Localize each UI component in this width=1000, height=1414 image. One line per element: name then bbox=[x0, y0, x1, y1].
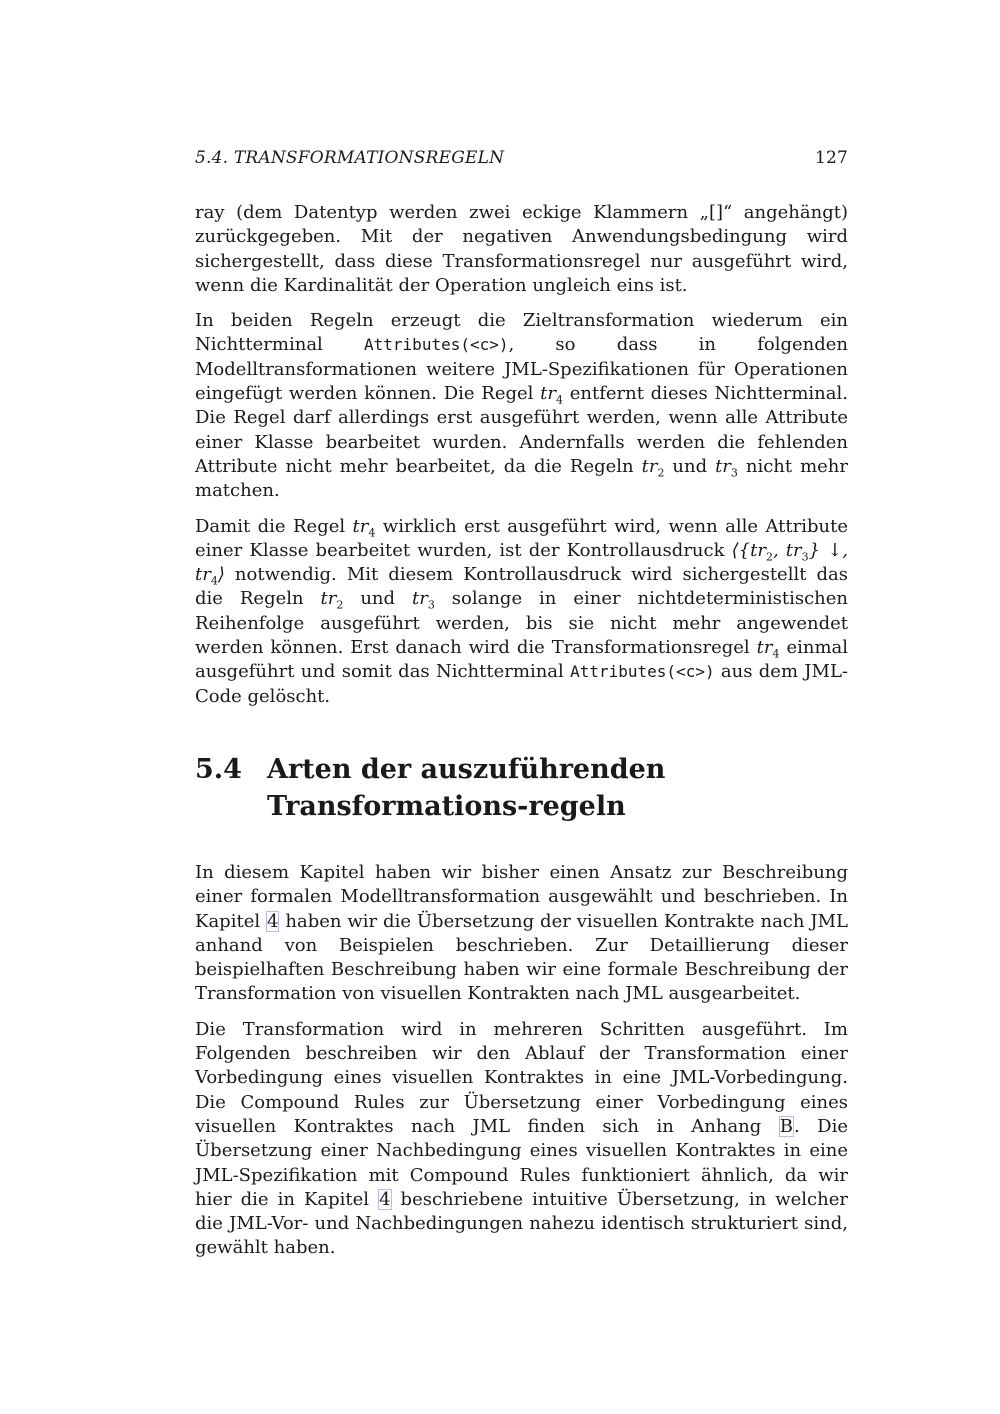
code-attributes: Attributes(<c>) bbox=[570, 662, 715, 682]
paragraph-3 bbox=[195, 515, 848, 709]
text-run: . Die Übersetzung einer Nachbedingung eines visuellen Kontraktes in eine JML-Spezifikation mit Compound Rules funktioniert ähnlich, da wir hier die in Kapitel bbox=[195, 1115, 848, 1210]
section-heading bbox=[195, 751, 848, 825]
text-run: entfernt dieses Nichtterminal. Die Regel darf allerdings erst ausgeführt werden, wenn alle Attribute einer Klasse bearbeitet wurden. Andernfalls werden die fehlenden Attribute nicht mehr bearbeitet, da die Regeln bbox=[195, 383, 848, 477]
appendix-b-link[interactable]: B bbox=[779, 1115, 793, 1137]
running-header bbox=[195, 148, 848, 172]
code-attributes: Attributes(<c>) bbox=[364, 335, 509, 355]
paragraph-4 bbox=[195, 861, 848, 1007]
math-tr3: $tr_3$ bbox=[411, 588, 435, 613]
text-run: nicht mehr matchen. bbox=[195, 455, 848, 502]
math-tr4: $tr_4$ bbox=[756, 637, 780, 661]
text-run: notwendig. Mit diesem Kontrollausdruck wird sichergestellt das die Regeln bbox=[195, 564, 848, 610]
text-run: und bbox=[343, 588, 412, 610]
text-run: beschriebene intuitive Übersetzung, in welcher die JML-Vor- und Nachbedingungen nahezu identisch strukturiert sind, gewählt haben. bbox=[195, 1188, 848, 1259]
body-text bbox=[195, 201, 848, 1272]
text-run: Die Transformation wird in mehreren Schritten ausgeführt. Im Folgenden beschreiben wir den Ablauf der Transformation einer Vorbedingung eines visuellen Kontraktes in eine JML-Vorbedingung. Die Compound Rules zur Übersetzung einer Vorbedingung eines visuellen Kontraktes nach JML finden sich in Anhang bbox=[195, 1018, 848, 1137]
section-number: 5.4 bbox=[195, 753, 242, 785]
paragraph-1-text: ray (dem Datentyp werden zwei eckige Klammern „[]“ angehängt) zurückgegeben. Mit der negativen Anwendungsbedingung wird sichergestellt, dass diese Transformationsregel nur ausgeführt wird, wenn die Kardinalität der Operation ungleich eins ist. bbox=[195, 202, 848, 296]
chapter-4-link[interactable]: 4 bbox=[379, 1188, 391, 1210]
section-title: Arten der auszuführenden Transformations-regeln bbox=[267, 753, 666, 822]
page-number: 127 bbox=[814, 148, 848, 168]
paragraph-2 bbox=[195, 309, 848, 503]
math-tr2: $tr_2$ bbox=[320, 588, 344, 613]
text-run: wirklich erst ausgeführt wird, wenn alle Attribute einer Klasse bearbeitet wurden, ist der Kontrollausdruck bbox=[195, 515, 848, 561]
text-run: , so dass in folgenden Modelltransformationen weitere JML-Spezifikationen für Operationen eingefügt werden können. Die Regel bbox=[195, 334, 848, 405]
text-run: In beiden Regeln erzeugt die Zieltransformation wiederum ein Nichtterminal bbox=[195, 310, 848, 356]
running-title: 5.4. TRANSFORMATIONSREGELN bbox=[195, 148, 505, 168]
text-run: In diesem Kapitel haben wir bisher einen Ansatz zur Beschreibung einer formalen Modelltransformation ausgewählt und beschrieben. In Kapitel bbox=[195, 861, 848, 932]
text-run: aus dem JML-Code gelöscht. bbox=[195, 661, 848, 707]
text-run: solange in einer nichtdeterministischen Reihenfolge ausgeführt werden, bis sie nicht mehr angewendet werden können. Erst danach wird die Transformationsregel bbox=[195, 588, 849, 659]
text-run: und bbox=[664, 455, 716, 477]
text-run: einmal ausgeführt und somit das Nichtterminal bbox=[195, 637, 848, 683]
control-expression: $⟨\{tr_2$, $tr_3$} ↓, $tr_4⟩$ bbox=[195, 539, 848, 588]
text-run: haben wir die Übersetzung der visuellen Kontrakte nach JML anhand von Beispielen beschrieben. Zur Detaillierung dieser beispielhaften Beschreibung haben wir eine formale Beschreibung der Transformation von visuellen Kontrakten nach JML ausgearbeitet. bbox=[195, 910, 848, 1005]
chapter-4-link[interactable]: 4 bbox=[267, 910, 279, 932]
math-tr4: $tr_4$ bbox=[540, 383, 563, 407]
text-run: Damit die Regel bbox=[195, 515, 353, 537]
math-tr3: $tr_3$ bbox=[715, 455, 738, 480]
paragraph-5 bbox=[195, 1018, 848, 1261]
math-tr4: $tr_4$ bbox=[352, 515, 376, 540]
paragraph-1 bbox=[195, 201, 848, 298]
math-tr2: $tr_2$ bbox=[641, 455, 665, 480]
